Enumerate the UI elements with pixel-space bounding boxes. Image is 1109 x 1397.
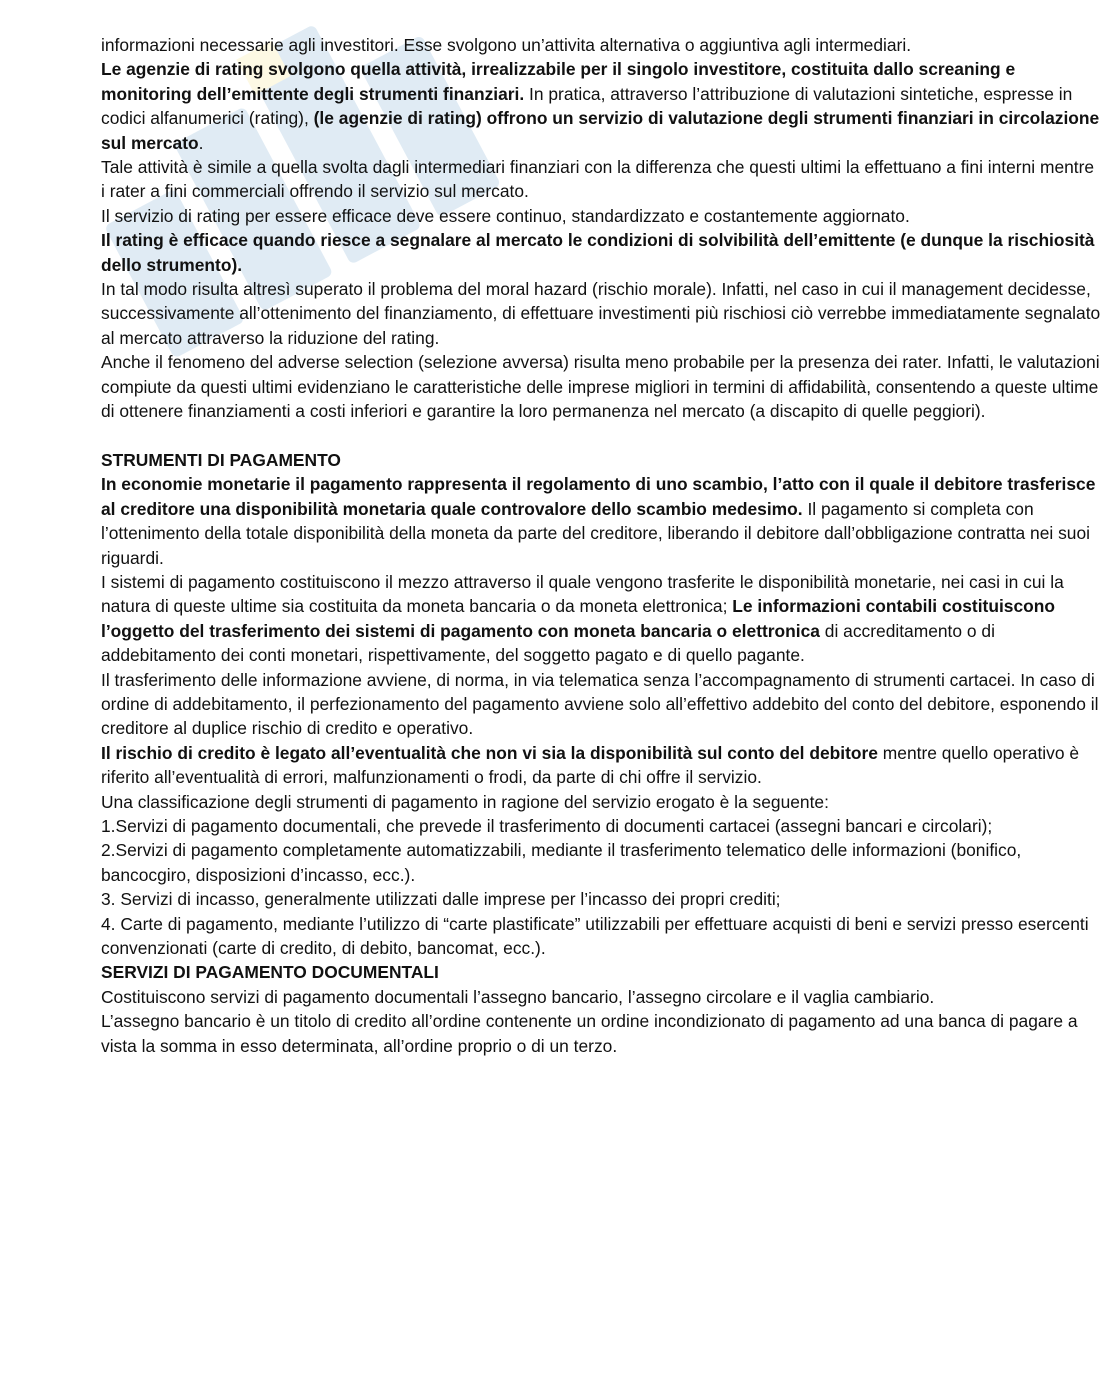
paragraph [101, 668, 1101, 741]
paragraph [101, 277, 1101, 350]
paragraph [101, 570, 1101, 668]
paragraph [101, 912, 1101, 961]
body-text: Il trasferimento delle informazione avviene, di norma, in via telematica senza l’accompagnamento di strumenti cartacei. In caso di ordine di addebitamento, il perfezionamento del pagamento avviene solo all’effettivo addebito del conto del debitore, esponendo il creditore al duplice rischio di credito e operativo. [101, 669, 1099, 739]
body-text: Tale attività è simile a quella svolta dagli intermediari finanziari con la differenza che questi ultimi la effettuano a fini interni mentre i rater a fini commerciali offrendo il servizio sul mercato. [101, 157, 1095, 202]
paragraph-spacer [101, 424, 1101, 448]
body-text: Il servizio di rating per essere efficace deve essere continuo, standardizzato e costantemente aggiornato. [101, 205, 910, 226]
paragraph [101, 472, 1101, 570]
body-text: L’assegno bancario è un titolo di credito all’ordine contenente un ordine incondizionato di pagamento ad una banca di pagare a vista la somma in esso determinata, all’ordine proprio o di un terzo. [101, 1011, 1078, 1056]
bold-text: Le informazioni contabili costituiscono l’oggetto del trasferimento dei sistemi di pagamento con moneta bancaria o elettronica [101, 596, 1055, 641]
bold-text: Il rischio di credito è legato all’eventualità che non vi sia la disponibilità sul conto del debitore [101, 742, 878, 763]
paragraph [101, 960, 1101, 984]
paragraph [101, 228, 1101, 277]
bold-text: Il rating è efficace quando riesce a segnalare al mercato le condizioni di solvibilità dell’emittente (e dunque la rischiosità dello strumento). [101, 230, 1095, 275]
body-text: di accreditamento o di addebitamento dei conti monetari, rispettivamente, del soggetto pagato e di quello pagante. [101, 620, 995, 666]
paragraph [101, 204, 1101, 228]
body-text: . [198, 132, 204, 153]
paragraph [101, 448, 1101, 472]
body-text: In tal modo risulta altresì superato il problema del moral hazard (rischio morale). Infatti, nel caso in cui il management decidesse, successivamente all’ottenimento del finanziamento, di effettuare investimenti più rischiosi ciò verrebbe immediatamente segnalato al mercato attraverso la riduzione del rating. [101, 279, 1101, 348]
bold-text: SERVIZI DI PAGAMENTO DOCUMENTALI [101, 962, 439, 983]
paragraph [101, 814, 1101, 838]
body-text: Il pagamento si completa con l’ottenimento della totale disponibilità della moneta da parte del creditore, liberando il debitore dall’obbligazione contratta nei suoi riguardi. [101, 498, 1090, 568]
paragraph [101, 790, 1101, 814]
body-text: I sistemi di pagamento costituiscono il mezzo attraverso il quale vengono trasferite le disponibilità monetarie, nei casi in cui la natura di queste ultime sia costituita da moneta bancaria o da moneta elettronica; [101, 571, 1064, 617]
paragraph [101, 985, 1101, 1009]
paragraph [101, 350, 1101, 423]
body-text: 2.Servizi di pagamento completamente automatizzabili, mediante il trasferimento telematico delle informazioni (bonifico, bancocgiro, disposizioni d’incasso, ecc.). [101, 840, 1022, 885]
paragraph [101, 57, 1101, 155]
body-text: informazioni necessarie agli investitori. Esse svolgono un’attivita alternativa o aggiuntiva agli intermediari. [101, 35, 912, 55]
body-text: Costituiscono servizi di pagamento documentali l’assegno bancario, l’assegno circolare e il vaglia cambiario. [101, 986, 935, 1007]
bold-text: In economie monetarie il pagamento rappresenta il regolamento di uno scambio, l’atto con il quale il debitore trasferisce al creditore una disponibilità monetaria quale controvalore dello scambio medesimo. [101, 474, 1096, 519]
paragraph [101, 155, 1101, 204]
body-text: In pratica, attraverso l’attribuzione di valutazioni sintetiche, espresse in codici alfanumerici (rating), [101, 83, 1073, 129]
body-text: 4. Carte di pagamento, mediante l’utilizzo di “carte plastificate” utilizzabili per effettuare acquisti di beni e servizi presso esercenti convenzionati (carte di credito, di debito, bancomat, ecc.). [101, 913, 1089, 959]
body-text: 1.Servizi di pagamento documentali, che prevede il trasferimento di documenti cartacei (assegni bancari e circolari); [101, 815, 993, 836]
bold-text: STRUMENTI DI PAGAMENTO [101, 449, 341, 470]
body-text: Anche il fenomeno del adverse selection (selezione avversa) risulta meno probabile per la presenza dei rater. Infatti, le valutazioni compiute da questi ultimi evidenziano le caratteristiche delle imprese migliori in termini di affidabilità, consentendo a queste ultime di ottenere finanziamenti a costi inferiori e garantire la loro permanenza nel mercato (a discapito di quelle peggiori). [101, 352, 1100, 422]
paragraph [101, 33, 1101, 57]
bold-text: (le agenzie di rating) offrono un servizio di valutazione degli strumenti finanziari in circolazione sul mercato [101, 108, 1100, 153]
paragraph [101, 838, 1101, 887]
bold-text: Le agenzie di rating svolgono quella attività, irrealizzabile per il singolo investitore, costituita dallo screaning e monitoring dell’emittente degli strumenti finanziari. [101, 59, 1016, 104]
paragraph [101, 887, 1101, 911]
paragraph [101, 1009, 1101, 1058]
paragraph [101, 741, 1101, 790]
body-text: mentre quello operativo è riferito all’eventualità di errori, malfunzionamenti o frodi, da parte di chi offre il servizio. [101, 742, 1080, 788]
body-text: 3. Servizi di incasso, generalmente utilizzati dalle imprese per l’incasso dei propri crediti; [101, 889, 781, 910]
document-body [101, 33, 1101, 1058]
body-text: Una classificazione degli strumenti di pagamento in ragione del servizio erogato è la seguente: [101, 791, 829, 812]
